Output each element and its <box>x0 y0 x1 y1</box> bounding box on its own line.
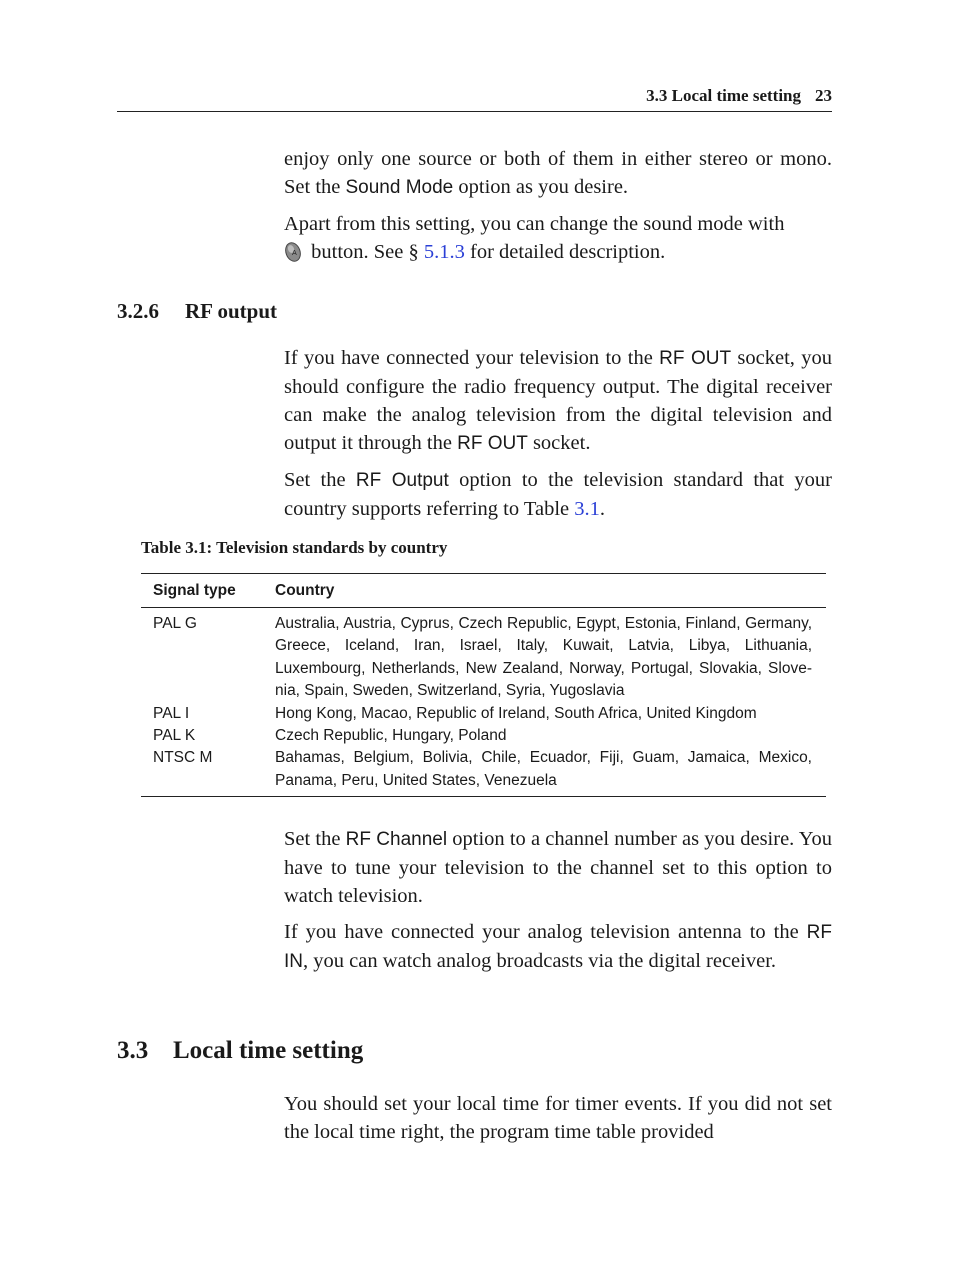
text-run: option to a channel number as you desire. You have to tune your television to the channel set to this option to watch television. <box>284 828 832 907</box>
socket-rf-in: RF IN <box>284 922 832 972</box>
country-cell: Hong Kong, Macao, Republic of Ireland, South Africa, United Kingdom <box>275 704 757 722</box>
svg-text:A: A <box>292 249 297 257</box>
table-caption: Table 3.1: Television standards by country <box>141 538 448 557</box>
section-title: RF output <box>185 299 277 323</box>
paragraph <box>284 344 832 458</box>
option-rf-output: RF Output <box>355 470 449 491</box>
socket-rf-out: RF OUT <box>457 433 528 454</box>
sound-mode-text <box>284 145 832 274</box>
section-title: Local time setting <box>173 1037 364 1064</box>
table-body <box>141 608 826 796</box>
tv-standards-table <box>141 573 826 797</box>
signal-type-cell: NTSC M <box>153 749 213 767</box>
text-run: socket, you should configure the radio frequency output. The digital receiver can make the analog television from the digital television and output it through the <box>284 347 833 454</box>
text-run: Apart from this setting, you can change the sound mode with <box>284 213 785 235</box>
table-row <box>141 703 826 725</box>
paragraph <box>284 210 832 266</box>
rf-channel-text <box>284 825 832 984</box>
text-run: enjoy only one source or both of them in either stereo or mono. Set the <box>284 148 832 198</box>
running-header-section: 3.3 Local time setting <box>646 86 801 105</box>
section-heading-3-3 <box>117 1037 363 1065</box>
text-run: If you have connected your television to the <box>284 347 660 369</box>
running-header <box>117 86 832 112</box>
section-number: 3.2.6 <box>117 299 159 323</box>
signal-type-cell: PAL K <box>153 727 196 745</box>
section-heading-3-2-6 <box>117 299 277 324</box>
text-run: Set the <box>284 828 346 850</box>
table-row <box>141 747 826 792</box>
country-cell: Bahamas, Belgium, Bolivia, Chile, Ecuador, Fiji, Guam, Jamaica, Mexico, Panama, Peru, United States, Venezuela <box>275 749 812 789</box>
section-link-5-1-3[interactable]: 5.1.3 <box>423 241 465 263</box>
paragraph <box>284 466 832 523</box>
table-header-row <box>141 574 826 608</box>
column-header-country: Country <box>275 581 335 599</box>
table-row <box>141 725 826 747</box>
socket-rf-out: RF OUT <box>659 348 732 369</box>
sound-mode-remote-button-icon <box>284 240 302 262</box>
text-run: . <box>599 498 605 520</box>
text-run: option as you desire. <box>453 176 629 198</box>
paragraph <box>284 145 832 202</box>
paragraph: You should set your local time for timer events. If you did not set the local time right, the program time table provided <box>284 1093 832 1143</box>
signal-type-cell: PAL I <box>153 704 190 722</box>
text-run: for detailed description. <box>464 241 666 263</box>
page-number: 23 <box>815 86 832 105</box>
country-cell: Australia, Austria, Cyprus, Czech Republic, Egypt, Estonia, Finland, Germany, Greece, Iceland, Iran, Israel, Italy, Kuwait, Latvia, Libya, Lithuania, Luxembourg, Netherlands, New Zealand, Norway, Portugal, Slovakia, Slovenia, Spain, Sweden, Switzerland, Syria, Yugoslavia <box>275 615 812 700</box>
text-run: button. See § <box>306 241 424 263</box>
section-number: 3.3 <box>117 1037 149 1064</box>
local-time-text <box>284 1090 832 1154</box>
text-run: option to the television standard that your country supports referring to Table <box>284 469 832 520</box>
paragraph <box>284 918 832 976</box>
text-run: If you have connected your analog television antenna to the <box>284 921 807 943</box>
table-link-3-1[interactable]: 3.1 <box>574 498 600 520</box>
paragraph <box>284 825 832 910</box>
text-run: socket. <box>527 432 591 454</box>
text-run: , you can watch analog broadcasts via the digital receiver. <box>303 950 777 972</box>
option-rf-channel: RF Channel <box>345 829 448 850</box>
text-run: Set the <box>284 469 356 491</box>
signal-type-cell: PAL G <box>153 615 197 632</box>
country-cell: Czech Republic, Hungary, Poland <box>275 727 507 745</box>
option-sound-mode: Sound Mode <box>345 177 454 198</box>
rf-output-text <box>284 344 832 531</box>
column-header-signal-type: Signal type <box>153 581 236 599</box>
table-row <box>141 613 826 703</box>
